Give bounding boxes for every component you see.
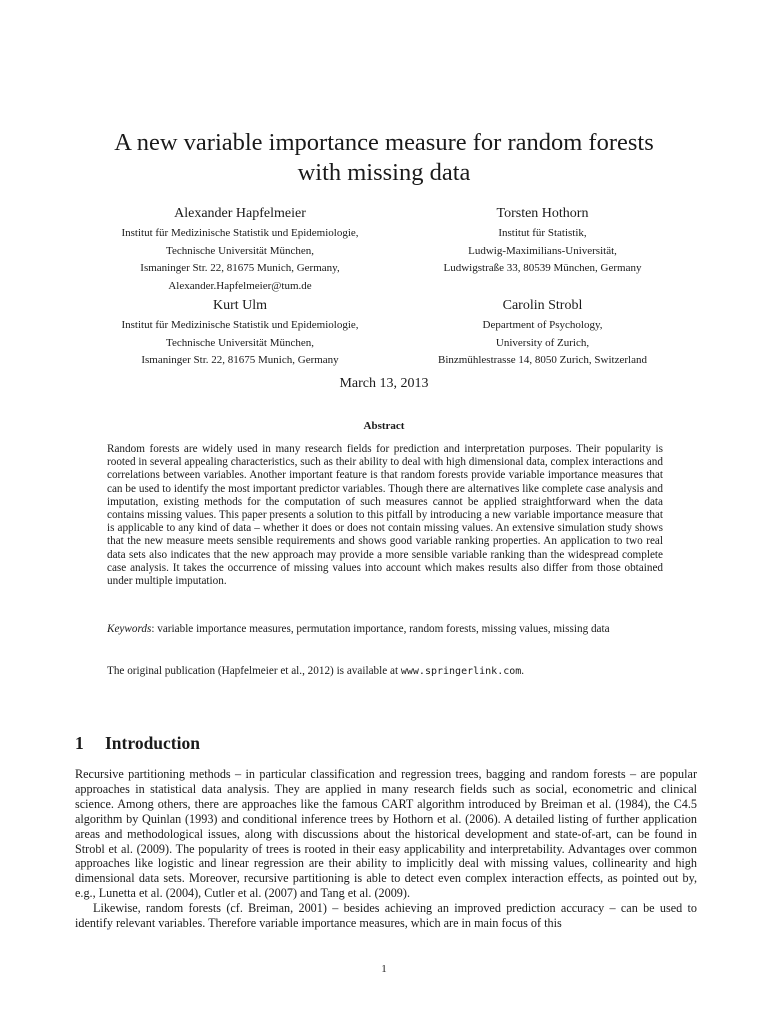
author-email: Alexander.Hapfelmeier@tum.de <box>168 279 312 292</box>
author-affiliation-line: Ismaninger Str. 22, 81675 Munich, Germany, <box>140 262 340 275</box>
author-name: Alexander Hapfelmeier <box>174 206 306 221</box>
intro-paragraph: Likewise, random forests (cf. Breiman, 2001) – besides achieving an improved prediction accuracy – can be used to identify relevant variables. Therefore variable importance measures, which are in main focus of this <box>75 901 697 931</box>
author-affiliation-line: Ludwig-Maximilians-Universität, <box>468 244 617 257</box>
page-number: 1 <box>381 963 387 975</box>
author-affiliation-line: Technische Universität München, <box>166 336 314 349</box>
author-block-ulm <box>90 297 390 370</box>
section-number: 1 <box>75 733 84 753</box>
original-publication-note <box>107 665 707 677</box>
author-name: Torsten Hothorn <box>496 206 589 221</box>
author-affiliation-line: Ismaninger Str. 22, 81675 Munich, Germany <box>141 354 339 367</box>
keywords <box>107 623 663 636</box>
keywords-label: Keywords <box>107 623 152 635</box>
original-publication-text: The original publication (Hapfelmeier et al., 2012) is available at <box>107 665 401 677</box>
author-affiliation-line: Institut für Statistik, <box>498 227 587 239</box>
author-affiliation-line: Department of Psychology, <box>482 319 603 331</box>
author-affiliation-line: Ludwigstraße 33, 80539 München, Germany <box>443 262 642 275</box>
publication-date: March 13, 2013 <box>339 376 429 391</box>
author-affiliation-line: Institut für Medizinische Statistik und Epidemiologie, <box>121 227 359 239</box>
intro-paragraph: Recursive partitioning methods – in particular classification and regression trees, bagging and random forests – are popular approaches in statistical data analysis. They are applied in many research fields such as social, econometric and clinical science. Among others, there are approaches like the famous CART algorithm introduced by Breiman et al. (1984), the C4.5 algorithm by Quinlan (1993) and conditional inference trees by Hothorn et al. (2006). A detailed listing of further application areas and methodological issues, along with discussions about the historical development and state-of-art, can be found in Strobl et al. (2009). The popularity of trees is rooted in their easy applicability and interpretability. Advantages over common approaches like logistic and linear regression are their ability to implicitly deal with missing values, collinearity and high dimensional data sets. Moreover, recursive partitioning is able to detect even complex interaction effects, as pointed out by, e.g., Lunetta et al. (2004), Cutler et al. (2007) and Tang et al. (2009). <box>75 767 697 901</box>
paper-title <box>60 128 708 188</box>
introduction-body <box>75 767 697 931</box>
abstract-heading: Abstract <box>363 420 405 432</box>
author-block-hothorn <box>400 205 685 278</box>
paper-title-line-1: A new variable importance measure for random forests <box>114 129 654 156</box>
author-block-hapfelmeier <box>90 205 390 295</box>
paper-title-line-2: with missing data <box>297 159 471 186</box>
abstract-text: Random forests are widely used in many research fields for prediction and interpretation purposes. Their popularity is rooted in several appealing characteristics, such as their ability to deal with high dimensional data, complex interactions and correlations between variables. Another important feature is that random forests provide variable importance measures that can be used to identify the most important predictor variables. Though there are alternatives like complete case analysis and imputation, existing methods for the computation of such measures cannot be applied straightforward when the data contains missing values. This paper presents a solution to this pitfall by introducing a new variable importance measure that is applicable to any kind of data – whether it does or does not contain missing values. An extensive simulation study shows that the new measure meets sensible requirements and shows good variable ranking properties. An application to two real data sets also indicates that the new approach may provide a more sensible variable ranking than the widespread complete case analysis. It takes the occurrence of missing values into account which makes results also differ from those obtained under multiple imputation. <box>107 443 663 588</box>
keywords-text: : variable importance measures, permutation importance, random forests, missing values, missing data <box>151 623 610 635</box>
author-affiliation-line: Binzmühlestrasse 14, 8050 Zurich, Switzerland <box>438 354 647 367</box>
author-block-strobl <box>400 297 685 370</box>
section-heading-introduction <box>75 733 200 754</box>
author-affiliation-line: University of Zurich, <box>495 336 590 349</box>
abstract-body <box>107 443 663 588</box>
original-publication-end: . <box>521 665 525 677</box>
section-title: Introduction <box>105 733 200 753</box>
author-affiliation-line: Technische Universität München, <box>166 244 314 257</box>
author-name: Carolin Strobl <box>502 298 583 313</box>
author-affiliation-line: Institut für Medizinische Statistik und Epidemiologie, <box>121 319 359 331</box>
springerlink-link[interactable]: www.springerlink.com <box>400 666 522 677</box>
author-name: Kurt Ulm <box>212 298 268 313</box>
